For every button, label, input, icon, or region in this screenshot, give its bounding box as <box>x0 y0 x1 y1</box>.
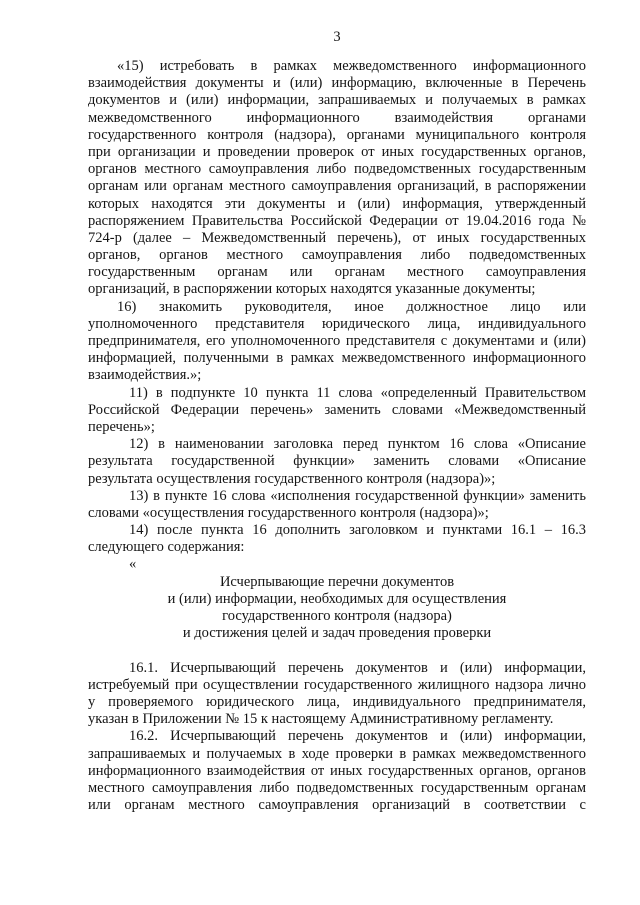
text-line: взаимодействия документы и (или) информацию, включенные в Перечень <box>88 75 586 92</box>
text-line: словами «осуществления государственного контроля (надзора)»; <box>88 504 489 521</box>
text-line: или органам местного самоуправления организаций в соответствии с <box>88 797 586 814</box>
heading-line: Исчерпывающие перечни документов <box>219 573 455 590</box>
text-line: межведомственного информационного взаимодействия органами <box>88 109 586 126</box>
text-line: информацией, полученными в рамках межведомственного информационного <box>88 350 586 367</box>
opening-quote: « <box>129 556 137 573</box>
amendment-14-paragraph <box>88 522 586 556</box>
text-line: 16.2. Исчерпывающий перечень документов и (или) информации, <box>129 728 586 745</box>
text-line: органов местного самоуправления либо подведомственных государственным <box>88 161 586 178</box>
text-line: органов, органов местного самоуправления либо подведомственных <box>88 247 586 264</box>
text-line: организаций, в распоряжении которых находятся указанные документы; <box>88 281 536 298</box>
text-line: предпринимателя, его уполномоченного представителя с документами и (или) <box>88 333 586 349</box>
text-line: уполномоченного представителя юридического лица, индивидуального <box>88 315 586 332</box>
section-heading <box>88 574 586 643</box>
text-line: 724-р (далее – Межведомственный перечень), от иных государственных <box>88 229 586 246</box>
text-line: государственного контроля (надзора), органами муниципального контроля <box>88 126 586 143</box>
text-line: распоряжением Правительства Российской Федерации от 19.04.2016 года № <box>88 212 586 229</box>
text-line: при организации и проведении проверок от иных государственных органов, <box>88 143 586 160</box>
text-line: следующего содержания: <box>88 539 245 556</box>
text-line: органам или органам местного самоуправления организаций, в распоряжении <box>88 178 586 195</box>
amendment-12-paragraph <box>88 436 586 488</box>
text-line: 16.1. Исчерпывающий перечень документов и (или) информации, <box>129 659 586 676</box>
spacer <box>88 642 586 659</box>
text-line: документов и (или) информации, запрашиваемых и получаемых в рамках <box>88 92 586 109</box>
text-line: взаимодействия.»; <box>88 367 202 384</box>
text-line: 11) в подпункте 10 пункта 11 слова «определенный Правительством <box>129 384 586 401</box>
point-16-1-paragraph <box>88 660 586 729</box>
text-line: перечень»; <box>88 418 155 435</box>
point-16-2-paragraph <box>88 728 586 814</box>
text-line: у проверяемого юридического лица, индивидуального предпринимателя, <box>88 693 586 710</box>
amendment-13-paragraph <box>88 488 586 522</box>
item-16-paragraph <box>88 299 586 385</box>
item-15-paragraph <box>88 58 586 299</box>
text-line: информационного взаимодействия от иных государственных органов, органов <box>88 762 586 779</box>
text-line: Российской Федерации перечень» заменить словами «Межведомственный <box>88 401 586 418</box>
text-line: запрашиваемых и получаемых в ходе проверки в рамках межведомственного <box>88 745 586 762</box>
text-line: истребуемый при осуществлении государственного жилищного надзора лично <box>88 676 586 693</box>
text-line: результата осуществления государственного контроля (надзора)»; <box>88 470 496 487</box>
text-line: государственным органам или органам местного самоуправления <box>88 264 586 281</box>
amendment-11-paragraph <box>88 385 586 437</box>
text-line: 13) в пункте 16 слова «исполнения государственной функции» заменить <box>129 487 586 504</box>
text-line: 12) в наименовании заголовка перед пунктом 16 слова «Описание <box>129 436 586 453</box>
page-number: 3 <box>333 29 341 45</box>
text-line: 16) знакомить руководителя, иное должностное лицо или <box>117 298 586 315</box>
text-line: 14) после пункта 16 дополнить заголовком и пунктами 16.1 – 16.3 <box>129 522 586 539</box>
heading-line: государственного контроля (надзора) <box>222 608 452 624</box>
text-line: указан в Приложении № 15 к настоящему Административному регламенту. <box>88 711 554 728</box>
text-line: результата государственной функции» заменить словами «Описание <box>88 453 586 470</box>
heading-line: и достижения целей и задач проведения проверки <box>182 625 492 642</box>
text-line: местного самоуправления либо подведомственных государственным органам <box>88 779 586 796</box>
text-line: которых находятся эти документы и (или) информация, утвержденный <box>88 195 586 212</box>
text-line: «15) истребовать в рамках межведомственного информационного <box>117 58 586 74</box>
heading-line: и (или) информации, необходимых для осуществления <box>167 590 507 607</box>
document-body <box>88 58 586 814</box>
